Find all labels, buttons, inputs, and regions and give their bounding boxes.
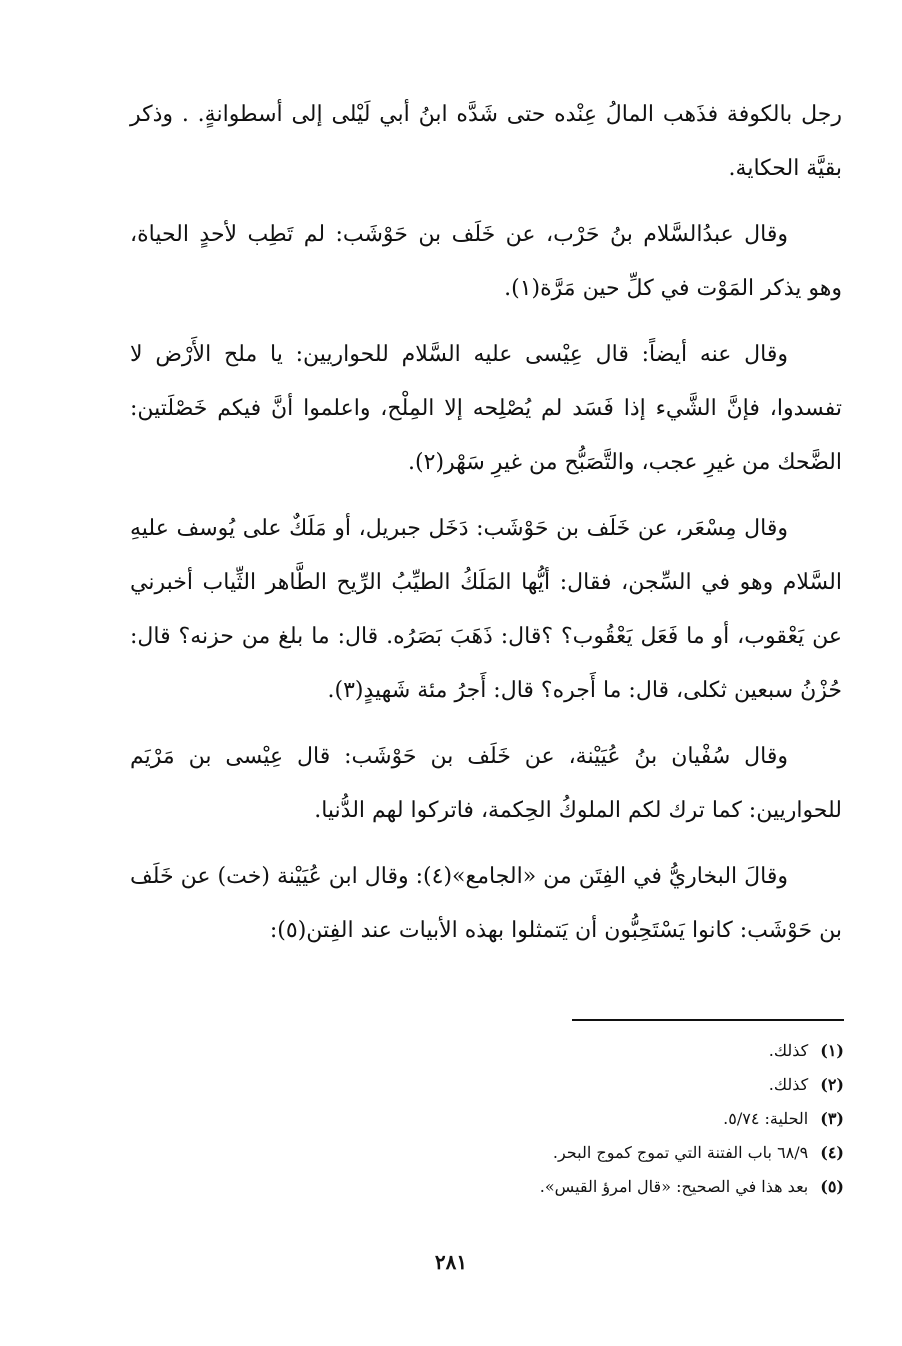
footnote-number: (٣) — [820, 1109, 844, 1128]
footnote-separator — [572, 1019, 844, 1021]
footnote — [400, 1068, 844, 1102]
footnotes — [400, 1034, 844, 1204]
footnote-number: (١) — [820, 1041, 844, 1060]
paragraph: رجل بالكوفة فذَهب المالُ عِنْده حتى شَدَّه ابنُ أبي لَيْلى إلى أسطوانةٍ. . وذكر بقيَّة الحكاية. — [130, 102, 842, 181]
paragraph: وقال عبدُالسَّلام بنُ حَرْب، عن خَلَف بن حَوْشَب: لم تَطِب لأحدٍ الحياة، وهو يذكر المَوْت في كلِّ حين مَرَّة(١). — [130, 222, 842, 301]
footnote-text: ٦٨/٩ باب الفتنة التي تموج كموج البحر. — [552, 1143, 809, 1162]
footnote — [400, 1136, 844, 1170]
footnote-number: (٥) — [820, 1177, 844, 1196]
paragraph: وقال عنه أيضاً: قال عِيْسى عليه السَّلام للحواريين: يا ملح الأَرْض لا تفسدوا، فإنَّ الشَّيء إذا فَسَد لم يُصْلِحه إلا المِلْح، واعلموا أنَّ فيكم خَصْلَتين: الضَّحك من غيرِ عجب، والتَّصَبُّح من غيرِ سَهْر(٢). — [130, 342, 842, 475]
footnote-number: (٢) — [820, 1075, 844, 1094]
footnote — [400, 1170, 844, 1204]
footnote — [400, 1034, 844, 1068]
page-number: ٢٨١ — [434, 1250, 468, 1274]
footnote-number: (٤) — [820, 1143, 844, 1162]
paragraph: وقالَ البخاريُّ في الفِتَن من «الجامع»(٤): وقال ابن عُيَيْنة (خت) عن خَلَف بن حَوْشَب: كانوا يَسْتَحِبُّون أن يَتمثلوا بهذه الأبيات عند الفِتن(٥): — [130, 864, 842, 943]
paragraph: وقال سُفْيان بنُ عُيَيْنة، عن خَلَف بن حَوْشَب: قال عِيْسى بن مَرْيَم للحواريين: كما ترك لكم الملوكُ الحِكمة، فاتركوا لهم الدُّنيا. — [130, 744, 842, 823]
footnote-text: بعد هذا في الصحيح: «قال امرؤ القيس». — [539, 1177, 809, 1196]
footnote — [400, 1102, 844, 1136]
paragraph: وقال مِسْعَر، عن خَلَف بن حَوْشَب: دَخَل جبريل، أو مَلَكٌ على يُوسف عليهِ السَّلام وهو في السِّجن، فقال: أيُّها المَلَكُ الطيِّبُ الرِّيح الطَّاهر الثِّياب أخبرني عن يَعْقوب، أو ما فَعَل يَعْقُوب؟ ؟قال: ذَهَبَ بَصَرُه. قال: ما بلغ من حزنه؟ قال: حُزْنُ سبعين ثكلى، قال: ما أَجره؟ قال: أَجرُ مئة شَهيدٍ(٣). — [130, 516, 843, 703]
footnote-text: الحلية: ٥/٧٤. — [723, 1109, 809, 1128]
main-text — [130, 88, 842, 970]
footnote-text: كذلك. — [768, 1075, 809, 1094]
footnote-text: كذلك. — [768, 1041, 809, 1060]
